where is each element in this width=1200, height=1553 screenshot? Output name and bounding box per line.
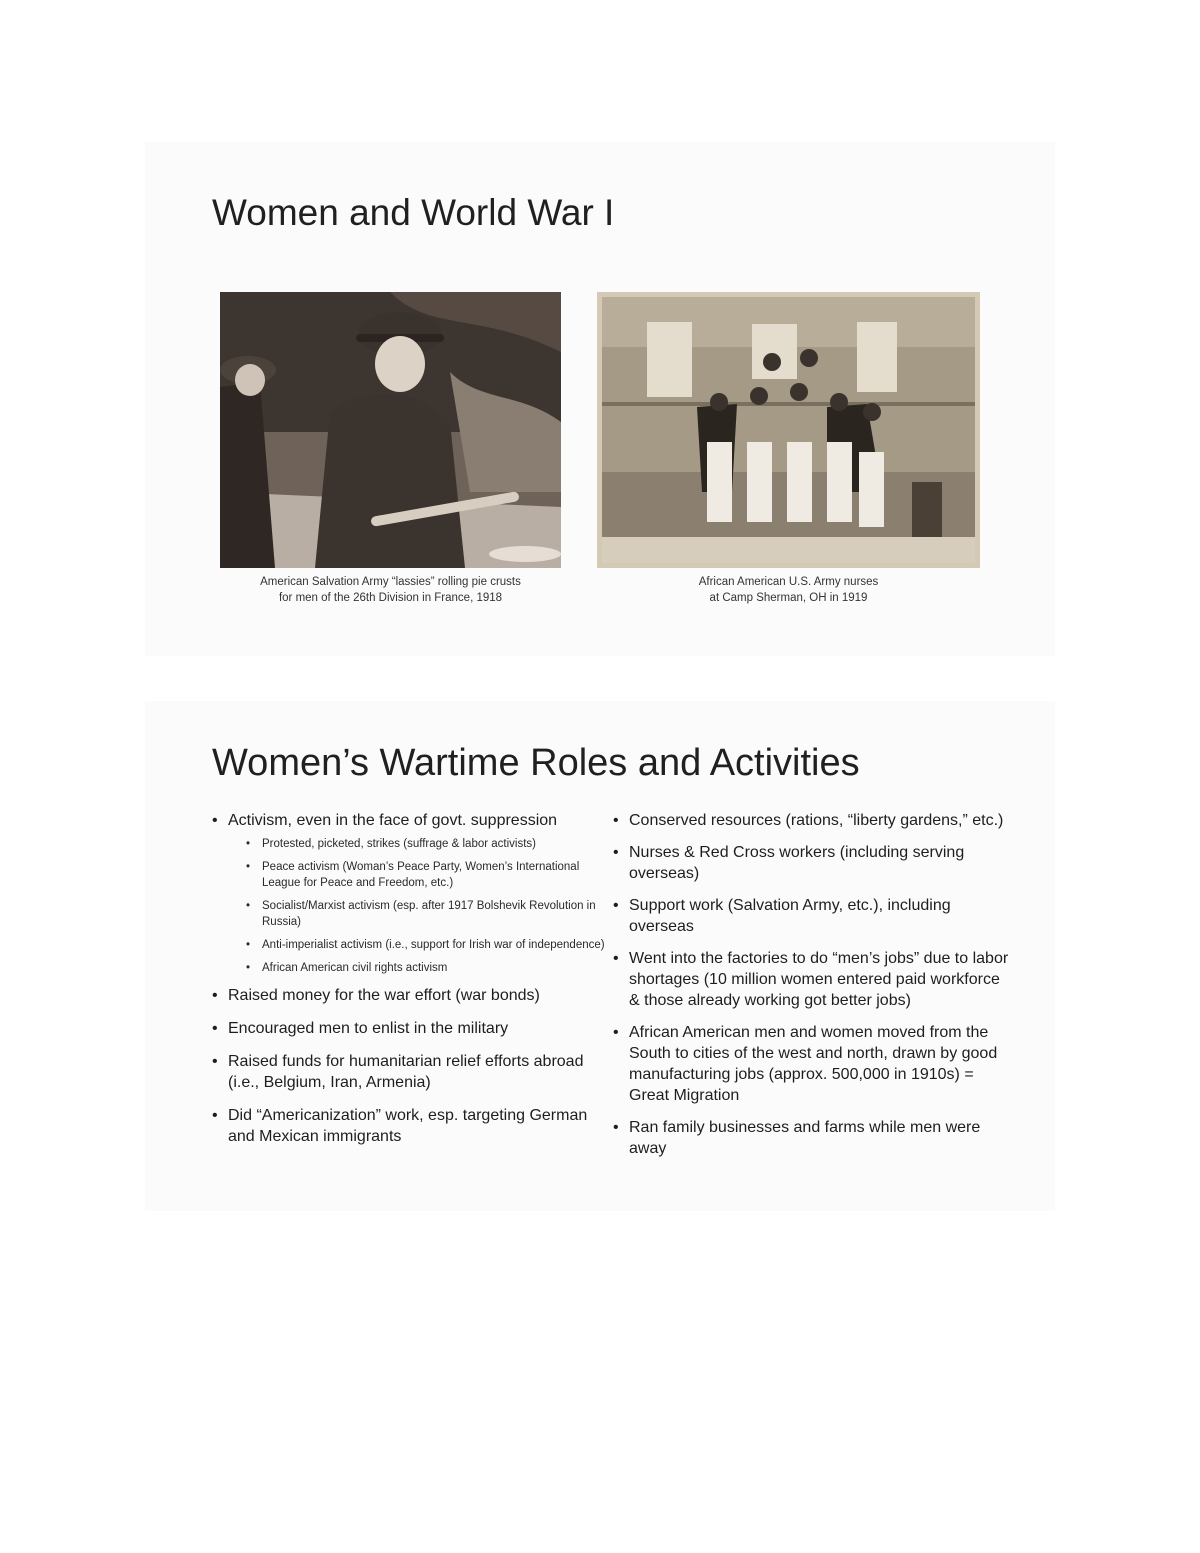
army-nurses-photo: [597, 292, 980, 568]
caption-line: African American U.S. Army nurses: [698, 576, 879, 588]
bullet-item: • African American men and women moved from the South to cities of the west and north, drawn by good manufacturing jobs (approx. 500,000 in 1910s) = Great Migration: [613, 1022, 1013, 1106]
sub-bullet-item: • Protested, picketed, strikes (suffrage & labor activists): [228, 836, 612, 852]
sub-bullet-item: • Socialist/Marxist activism (esp. after 1917 Bolshevik Revolution in Russia): [228, 898, 612, 930]
bullet-item: • Raised money for the war effort (war bonds): [212, 985, 612, 1006]
bullet-item: • Raised funds for humanitarian relief efforts abroad (i.e., Belgium, Iran, Armenia): [212, 1051, 612, 1093]
bullet-item: • Nurses & Red Cross workers (including serving overseas): [613, 842, 1013, 884]
left-bullet-column: [212, 810, 612, 1159]
salvation-army-photo-caption: [220, 574, 561, 606]
salvation-army-women-photo: [220, 292, 561, 568]
slide-title: Women’s Wartime Roles and Activities: [212, 742, 860, 784]
right-bullet-column: [613, 810, 1013, 1170]
bullet-item: • Support work (Salvation Army, etc.), including overseas: [613, 895, 1013, 937]
bullet-item: • Conserved resources (rations, “liberty gardens,” etc.): [613, 810, 1013, 831]
bullet-item: • Encouraged men to enlist in the military: [212, 1018, 612, 1039]
bullet-item: • Ran family businesses and farms while men were away: [613, 1117, 1013, 1159]
sub-bullet-item: • African American civil rights activism: [228, 960, 612, 976]
army-nurses-photo-caption: [597, 574, 980, 606]
sub-bullet-item: • Anti-imperialist activism (i.e., support for Irish war of independence): [228, 937, 612, 953]
slide-wartime-roles: [145, 701, 1055, 1211]
sub-bullet-item: • Peace activism (Woman’s Peace Party, Women’s International League for Peace and Freedom, etc.): [228, 859, 612, 891]
slide-women-and-world-war: [145, 142, 1055, 656]
bullet-item: [212, 810, 612, 976]
bullet-text: Activism, even in the face of govt. suppression: [228, 812, 558, 829]
caption-line: for men of the 26th Division in France, 1918: [278, 592, 503, 604]
caption-line: at Camp Sherman, OH in 1919: [709, 592, 868, 604]
slide-title: Women and World War I: [212, 192, 615, 233]
bullet-item: • Did “Americanization” work, esp. targeting German and Mexican immigrants: [212, 1105, 612, 1147]
bullet-item: • Went into the factories to do “men’s jobs” due to labor shortages (10 million women entered paid workforce & those already working got better jobs): [613, 948, 1013, 1011]
caption-line: American Salvation Army “lassies” rolling pie crusts: [260, 576, 521, 588]
sub-bullet-list: [228, 836, 612, 976]
